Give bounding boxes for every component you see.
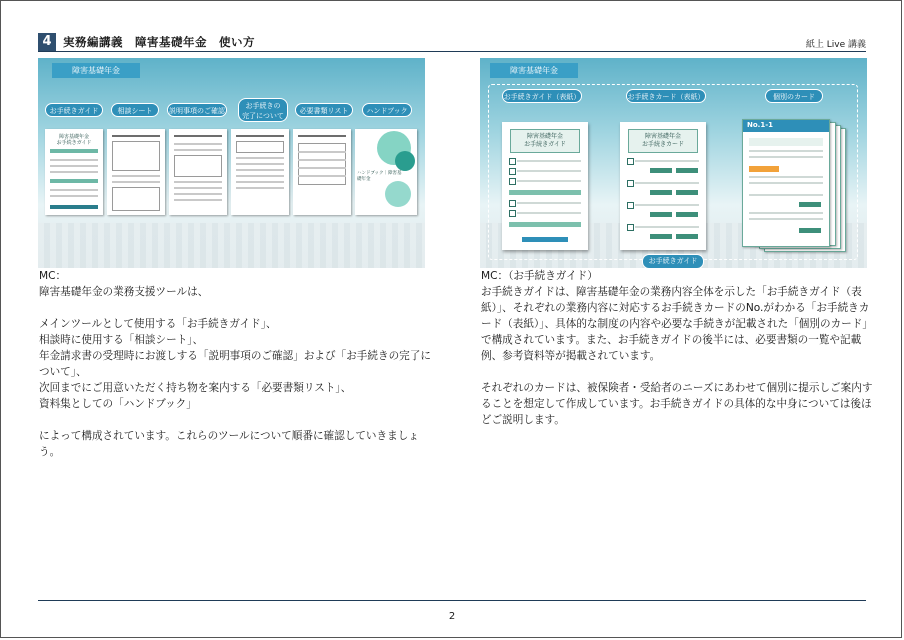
slide-floor: [38, 223, 425, 268]
thumb-handbook: [355, 129, 417, 215]
pill-guide-bottom: お手続きガイド: [642, 254, 704, 268]
individual-card-front: [742, 119, 830, 247]
thumb-completion: [231, 129, 289, 215]
slide-guide-structure: [480, 58, 867, 268]
thumb-guide: [45, 129, 103, 215]
card-guide-title: 障害基礎年金 お手続きガイド: [524, 133, 566, 148]
card-procedure-cover: [620, 122, 706, 250]
pill-consult-sheet: 相談シート: [111, 103, 159, 117]
page-title: 実務編講義 障害基礎年金 使い方: [63, 35, 255, 49]
pill-completion: お手続きの 完了について: [238, 98, 288, 122]
thumb-consult-sheet: [107, 129, 165, 215]
pill-guide: お手続きガイド: [45, 103, 103, 117]
slide-tag: 障害基礎年金: [52, 63, 140, 78]
chapter-number-badge: 4: [38, 33, 56, 51]
slide-tools-overview: [38, 58, 425, 268]
slide-tag: 障害基礎年金: [490, 63, 578, 78]
pill-card-cover: お手続きカード（表紙）: [626, 89, 706, 103]
card-procedure-title: 障害基礎年金 お手続きカード: [641, 133, 684, 148]
right-narration-text: MC：（お手続きガイド） お手続きガイドは、障害基礎年金の業務内容全体を示した「お手続きガイド（表紙）」、それぞれの業務内容に対応するお手続きカードのNo.がわかる「お手続きカード（表紙）」、具体的な制度の内容や必要な手続きが記載された「個別のカード」で構成されています。また、お手続きガイドの後半には、必要書類の一覧や記載例、参考資料等が掲載されています。 それぞれのカードは、被保険者・受給者のニーズにあわせて個別に提示しご案内することを想定して作成しています。お手続きガイドの具体的な中身については後ほどご説明します。: [481, 270, 873, 426]
thumb-explanation: [169, 129, 227, 215]
footer-rule: [38, 600, 866, 601]
page-number: 2: [448, 611, 456, 622]
left-narration-text: MC： 障害基礎年金の業務支援ツールは、 メインツールとして使用する「お手続きガイド」、 相談時に使用する「相談シート」、 年金請求書の受理時にお渡しする「説明事項のご確認」および「お手続きの完了について」、 次回までにご用意いただく持ち物を案内する「必要書類リスト」、 資料集としての「ハンドブック」 によって構成されています。これらのツールについて順番に確認していきましょう。: [39, 270, 431, 458]
pill-individual-card: 個別のカード: [765, 89, 823, 103]
thumb-guide-title: 障害基礎年金 お手続きガイド: [56, 134, 92, 146]
pill-document-list: 必要書類リスト: [295, 103, 353, 117]
series-label: 紙上 Live 講義: [805, 40, 866, 50]
pill-handbook: ハンドブック: [362, 103, 412, 117]
card-guide-cover: [502, 122, 588, 250]
individual-card-number: No.1-1: [747, 121, 773, 129]
thumb-handbook-title: ハンドブック｜障害基礎年金: [357, 171, 402, 182]
pill-explanation: 説明事項のご確認: [167, 103, 227, 117]
pill-guide-cover: お手続きガイド（表紙）: [502, 89, 582, 103]
page-header: [38, 33, 866, 52]
thumb-document-list: [293, 129, 351, 215]
